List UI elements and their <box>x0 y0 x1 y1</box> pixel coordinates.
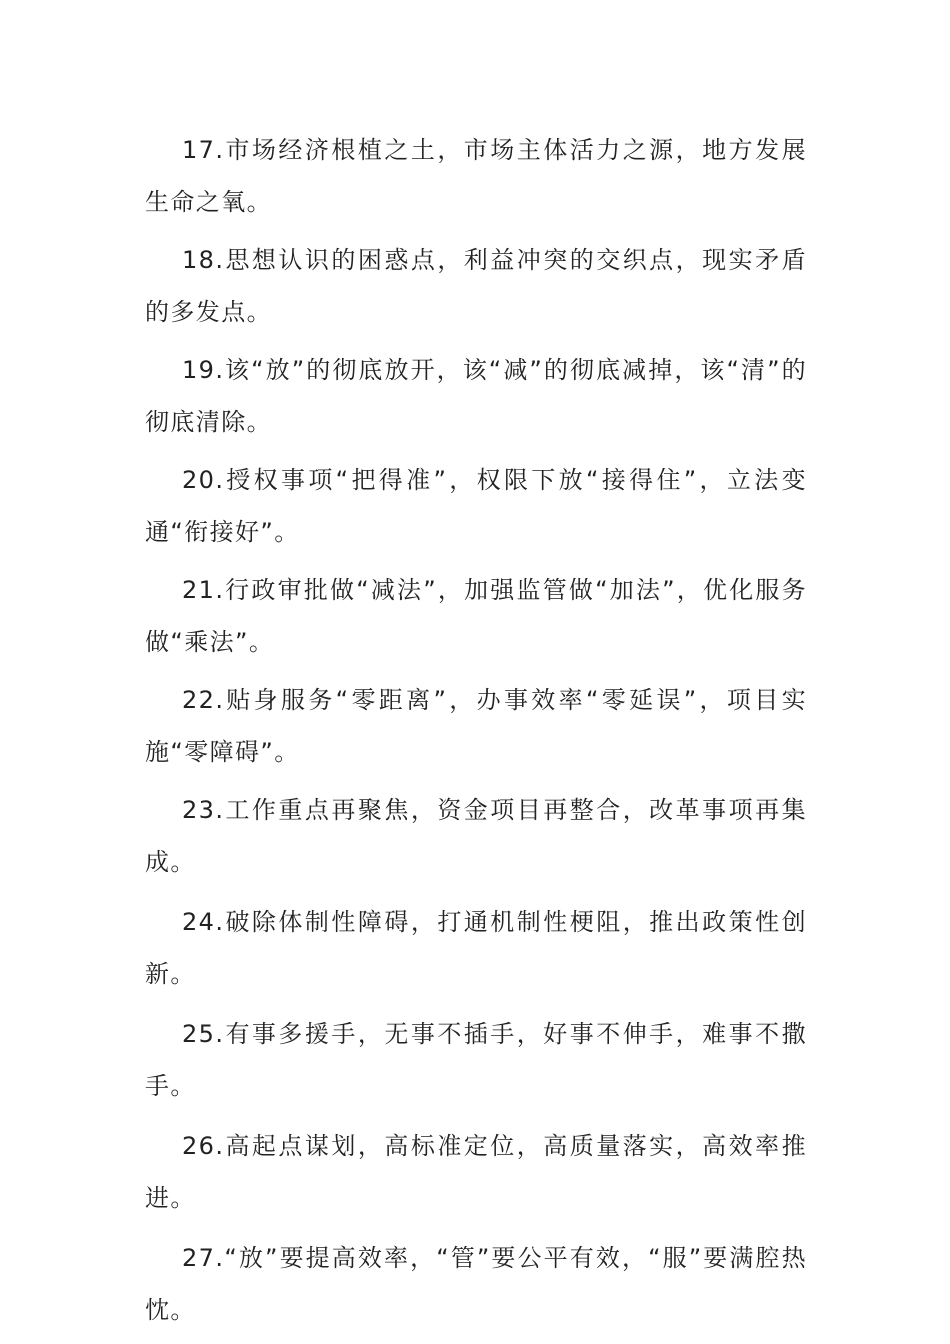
list-item: 17.市场经济根植之土，市场主体活力之源，地方发展生命之氧。 <box>145 136 807 216</box>
list-item: 22.贴身服务“零距离”，办事效率“零延误”，项目实施“零障碍”。 <box>145 686 807 766</box>
list-item: 18.思想认识的困惑点，利益冲突的交织点，现实矛盾的多发点。 <box>145 246 807 326</box>
list-item: 24.破除体制性障碍，打通机制性梗阻，推出政策性创新。 <box>145 908 807 988</box>
list-item: 19.该“放”的彻底放开，该“减”的彻底减掉，该“清”的彻底清除。 <box>145 356 807 436</box>
list-item: 26.高起点谋划，高标准定位，高质量落实，高效率推进。 <box>145 1132 807 1212</box>
list-item: 20.授权事项“把得准”，权限下放“接得住”，立法变通“衔接好”。 <box>145 466 807 546</box>
list-item: 21.行政审批做“减法”，加强监管做“加法”，优化服务做“乘法”。 <box>145 576 807 656</box>
list-item: 23.工作重点再聚焦，资金项目再整合，改革事项再集成。 <box>145 796 807 876</box>
list-item: 27.“放”要提高效率，“管”要公平有效，“服”要满腔热忱。 <box>145 1244 807 1324</box>
list-item: 25.有事多援手，无事不插手，好事不伸手，难事不撒手。 <box>145 1020 807 1100</box>
document-body <box>145 124 807 1342</box>
